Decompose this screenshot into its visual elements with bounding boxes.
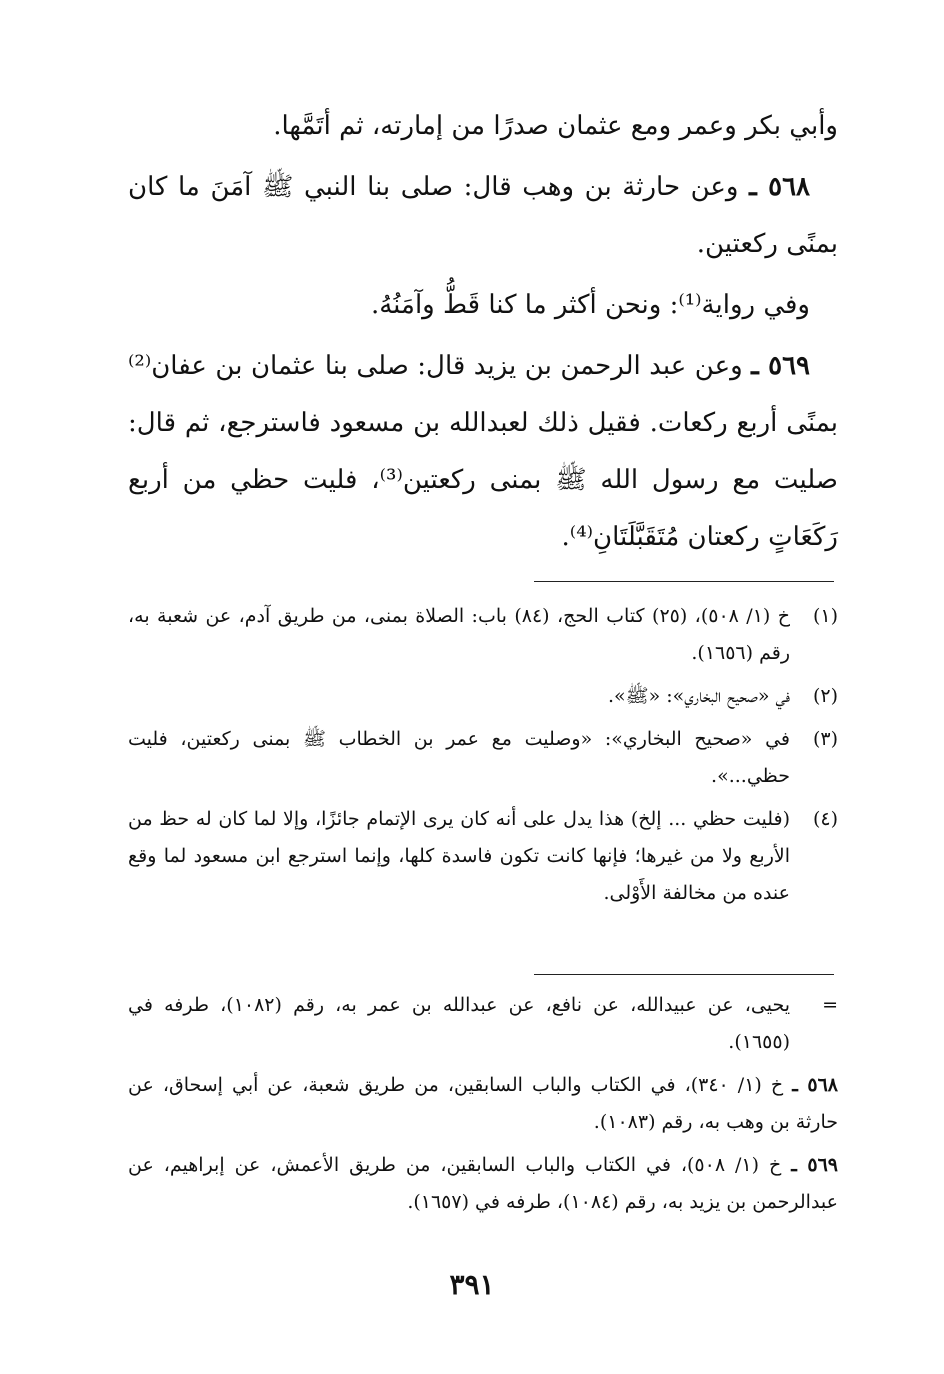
paragraph-continuation: وأبي بكر وعمر ومع عثمان صدرًا من إمارته، ثم أتَمَّها. <box>273 111 838 141</box>
source-notes <box>128 987 838 1227</box>
footnote-marker: (٤) <box>812 808 838 830</box>
footnote-marker: (١) <box>812 605 838 627</box>
source-continuation <box>128 987 838 1061</box>
footnote-2 <box>128 678 838 715</box>
sources-divider <box>534 974 834 975</box>
source-number-568: ٥٦٨ ـ <box>792 1074 838 1096</box>
hadith-number-569: ٥٦٩ ـ <box>751 351 811 381</box>
hadith-569 <box>128 338 838 566</box>
source-number-569: ٥٦٩ ـ <box>791 1154 838 1176</box>
footnote-3 <box>128 721 838 795</box>
source-text: يحيى، عن عبيدالله، عن نافع، عن عبدالله بن عمر به، رقم (١٠٨٢)، طرفه في (١٦٥٥). <box>128 994 790 1053</box>
main-text <box>128 98 838 570</box>
hadith-568 <box>128 159 838 273</box>
footnote-text: في «صحيح البخاري»: «ﷺ». <box>607 685 790 707</box>
source-569 <box>128 1147 838 1221</box>
footnote-4 <box>128 801 838 912</box>
source-text: خ (١/ ٣٤٠)، في الكتاب والباب السابقين، من طريق شعبة، عن أبي إسحاق، عن حارثة بن وهب به، رقم (١٠٨٣). <box>128 1074 838 1133</box>
continuation-marker: = <box>822 994 838 1016</box>
footnotes <box>128 598 838 918</box>
hadith-569-text: وعن عبد الرحمن بن يزيد قال: صلى بنا عثمان بن عفان⁽²⁾ بمنًى أربع ركعات. فقيل ذلك لعبدالله بن مسعود فاسترجع، ثم قال: صليت مع رسول الله ﷺ بمنى ركعتين⁽³⁾، فليت حظي من أربع رَكَعَاتٍ ركعتان مُتَقَبَّلَتَانِ⁽⁴⁾. <box>128 351 838 552</box>
riwaya-paragraph: وفي رواية⁽¹⁾: ونحن أكثر ما كنا قَطُّ وآمَنُهُ. <box>370 290 810 320</box>
footnote-text: خ (١/ ٥٠٨)، (٢٥) كتاب الحج، (٨٤) باب: الصلاة بمنى، من طريق آدم، عن شعبة به، رقم (١٦٥٦). <box>128 605 790 664</box>
footnote-text: (فليت حظي ... إلخ) هذا يدل على أنه كان يرى الإتمام جائزًا، وإلا لما كان له حظ من الأربع ولا من غيرها؛ فإنها كانت تكون فاسدة كلها، وإنما استرجع ابن مسعود لما وقع عنده من مخالفة الأَوْلى. <box>128 808 790 904</box>
footnote-1 <box>128 598 838 672</box>
source-text: خ (١/ ٥٠٨)، في الكتاب والباب السابقين، من طريق الأعمش، عن إبراهيم، عن عبدالرحمن بن يزيد به، رقم (١٠٨٤)، طرفه في (١٦٥٧). <box>128 1154 838 1213</box>
footnote-text: في «صحيح البخاري»: «وصليت مع عمر بن الخطاب ﷺ بمنى ركعتين، فليت حظي...». <box>128 728 790 787</box>
footnote-marker: (٢) <box>812 685 838 707</box>
footnote-divider <box>534 581 834 582</box>
page-number: ٣٩١ <box>449 1268 495 1301</box>
source-568 <box>128 1067 838 1141</box>
hadith-number-568: ٥٦٨ ـ <box>749 172 811 202</box>
hadith-568-text: وعن حارثة بن وهب قال: صلى بنا النبي ﷺ آمَنَ ما كان بمنًى ركعتين. <box>128 172 838 259</box>
footnote-marker: (٣) <box>812 728 838 750</box>
